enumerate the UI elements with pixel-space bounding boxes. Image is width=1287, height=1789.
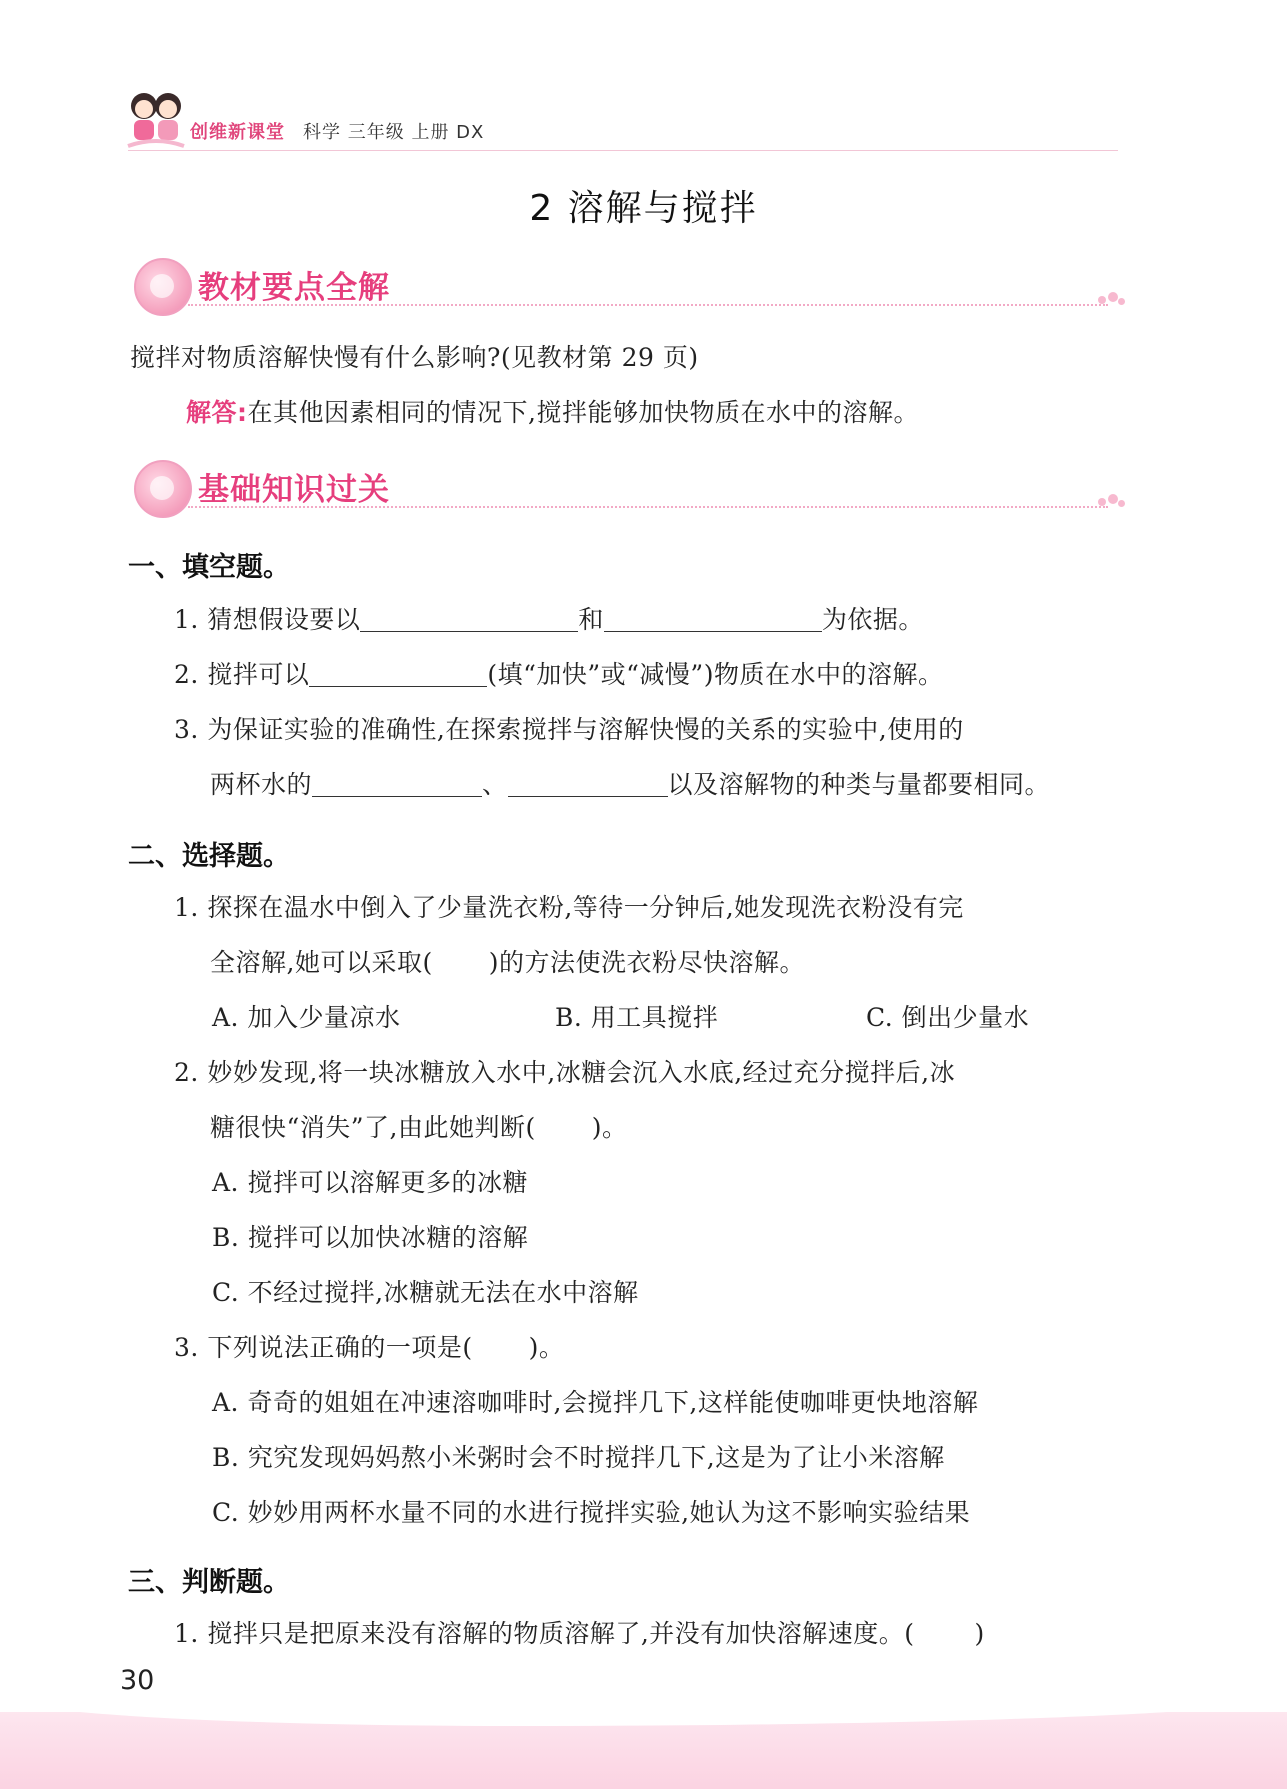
fill-blank-question-1 (174, 600, 924, 636)
question-text: 两杯水的 (210, 770, 313, 799)
question-text: 和 (578, 605, 604, 634)
choice-option-c[interactable]: C. 妙妙用两杯水量不同的水进行搅拌实验,她认为这不影响实验结果 (212, 1498, 971, 1527)
choice-question-1-line2 (210, 943, 805, 979)
part-heading-judgment: 三、判断题。 (128, 1567, 290, 1598)
question-text: 探探在温水中倒入了少量洗衣粉,等待一分钟后,她发现洗衣粉没有完 (207, 893, 964, 922)
question-text: 糖很快“消失”了,由此她判断( (210, 1113, 536, 1142)
question-text: 以及溶解物的种类与量都要相同。 (667, 770, 1051, 799)
mascot-logo-icon (124, 88, 188, 154)
reading-badge-icon (134, 258, 192, 316)
question-number: 2. (174, 1058, 199, 1087)
answer-blank[interactable] (604, 605, 822, 632)
question-text: 妙妙发现,将一块冰糖放入水中,冰糖会沉入水底,经过充分搅拌后,冰 (207, 1058, 956, 1087)
section-label: 基础知识过关 (198, 472, 390, 508)
question-text: 为依据。 (821, 605, 924, 634)
section-header-textbook-points (128, 254, 1126, 314)
question-text: (填“加快”或“减慢”)物质在水中的溶解。 (487, 660, 944, 689)
part-heading-choice: 二、选择题。 (128, 841, 290, 872)
question-number: 3. (174, 715, 199, 744)
question-text: 、 (482, 770, 508, 799)
question-number: 2. (174, 660, 199, 689)
part-heading-fill-blank: 一、填空题。 (128, 552, 290, 583)
footer-decoration (0, 1712, 1287, 1789)
question-text: ) (974, 1619, 985, 1648)
header-divider (128, 150, 1118, 151)
decorative-dots-icon (1098, 290, 1126, 310)
choice-option-c[interactable]: C. 倒出少量水 (866, 1003, 1030, 1032)
section-label: 教材要点全解 (198, 270, 390, 306)
question-text: 猜想假设要以 (207, 605, 361, 634)
answer-text: 在其他因素相同的情况下,搅拌能够加快物质在水中的溶解。 (247, 398, 919, 427)
choice-option-c[interactable]: C. 不经过搅拌,冰糖就无法在水中溶解 (212, 1278, 639, 1307)
fill-blank-question-2 (174, 655, 943, 691)
answer-blank[interactable] (360, 605, 578, 632)
answer-label: 解答: (186, 398, 248, 427)
choice-question-2 (174, 1053, 955, 1089)
choice-option-a[interactable]: A. 奇奇的姐姐在冲速溶咖啡时,会搅拌几下,这样能使咖啡更快地溶解 (212, 1388, 979, 1417)
answer-blank[interactable] (309, 660, 487, 687)
subject-info: 科学 三年级 上册 DX (303, 122, 485, 143)
choice-question-1 (174, 888, 964, 924)
answer-blank[interactable] (508, 770, 668, 797)
textbook-answer (186, 393, 919, 429)
answer-blank[interactable] (312, 770, 482, 797)
question-text: 全溶解,她可以采取( (210, 948, 433, 977)
question-text: 为保证实验的准确性,在探索搅拌与溶解快慢的关系的实验中,使用的 (207, 715, 964, 744)
section-header-basic-knowledge (128, 456, 1126, 516)
question-text: )。 (528, 1333, 565, 1362)
judgment-question-1 (174, 1614, 985, 1650)
page-title: 2 溶解与搅拌 (529, 188, 758, 229)
brand-name: 创维新课堂 (190, 122, 285, 143)
choice-option-b[interactable]: B. 究究发现妈妈熬小米粥时会不时搅拌几下,这是为了让小米溶解 (212, 1443, 945, 1472)
question-number: 3. (174, 1333, 199, 1362)
question-text: )。 (591, 1113, 628, 1142)
question-text: 搅拌只是把原来没有溶解的物质溶解了,并没有加快溶解速度。( (207, 1619, 915, 1648)
choice-question-3 (174, 1328, 564, 1364)
dotted-divider (188, 304, 1108, 306)
fill-blank-question-3 (174, 710, 964, 746)
choice-question-2-line2 (210, 1108, 628, 1144)
choice-option-b[interactable]: B. 用工具搅拌 (555, 1003, 719, 1032)
decorative-dots-icon (1098, 492, 1126, 512)
fill-blank-question-3-line2 (210, 765, 1050, 801)
question-text: 下列说法正确的一项是( (207, 1333, 473, 1362)
choice-option-a[interactable]: A. 加入少量凉水 (212, 1003, 401, 1032)
textbook-question: 搅拌对物质溶解快慢有什么影响?(见教材第 29 页) (130, 343, 699, 372)
question-text: 搅拌可以 (207, 660, 310, 689)
choice-option-b[interactable]: B. 搅拌可以加快冰糖的溶解 (212, 1223, 529, 1252)
choice-option-a[interactable]: A. 搅拌可以溶解更多的冰糖 (212, 1168, 528, 1197)
question-number: 1. (174, 893, 199, 922)
question-text: )的方法使洗衣粉尽快溶解。 (488, 948, 805, 977)
globe-badge-icon (134, 460, 192, 518)
question-number: 1. (174, 605, 199, 634)
page-number: 30 (120, 1665, 155, 1696)
question-number: 1. (174, 1619, 199, 1648)
dotted-divider (188, 506, 1108, 508)
